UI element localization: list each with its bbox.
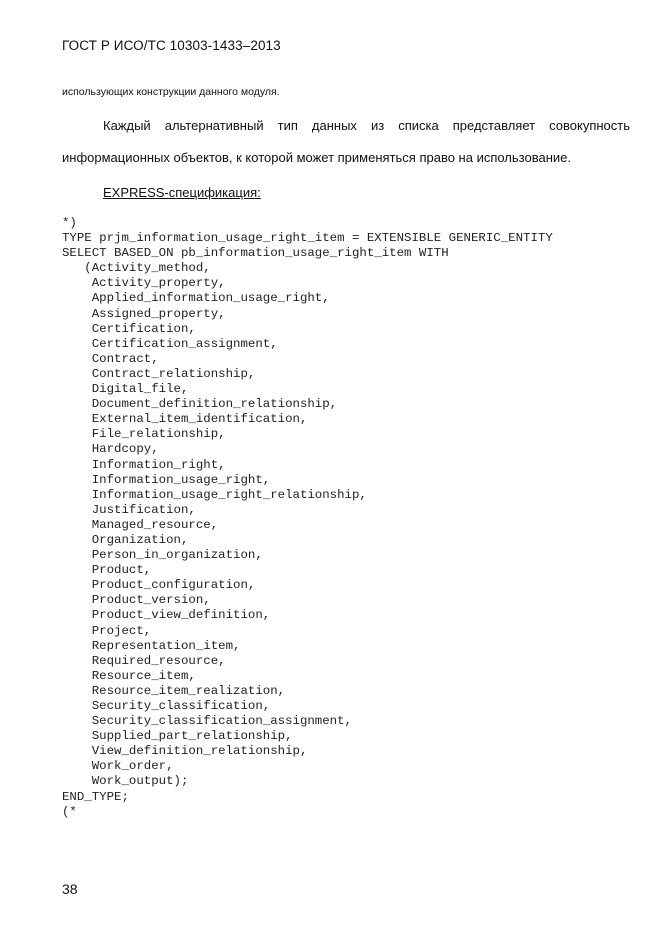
- paragraph-line-2: информационных объектов, к которой может применяться право на использование.: [62, 150, 571, 165]
- code-line: TYPE prjm_information_usage_right_item = EXTENSIBLE GENERIC_ENTITY: [62, 231, 553, 246]
- code-line: View_definition_relationship,: [62, 744, 308, 759]
- code-line: Hardcopy,: [62, 442, 159, 457]
- code-line: SELECT BASED_ON pb_information_usage_right_item WITH: [62, 246, 449, 261]
- code-line: Certification,: [62, 321, 196, 336]
- code-line: Product_configuration,: [62, 578, 256, 593]
- code-line: Product_view_definition,: [62, 608, 271, 623]
- code-line: Project,: [62, 623, 152, 638]
- code-line: Digital_file,: [62, 382, 189, 397]
- code-line: Information_usage_right,: [62, 472, 271, 487]
- express-specification-heading: EXPRESS-спецификация:: [103, 185, 261, 200]
- code-line: END_TYPE;: [62, 789, 129, 804]
- code-line: Work_output);: [62, 774, 189, 789]
- code-line: Activity_property,: [62, 276, 226, 291]
- code-line: Certification_assignment,: [62, 336, 278, 351]
- code-line: Product_version,: [62, 593, 211, 608]
- code-line: Organization,: [62, 532, 189, 547]
- code-line: Information_usage_right_relationship,: [62, 487, 367, 502]
- code-line: *): [62, 216, 77, 230]
- code-line: Managed_resource,: [62, 517, 219, 532]
- document-header: ГОСТ Р ИСО/ТС 10303-1433–2013: [62, 38, 281, 53]
- code-line: Resource_item_realization,: [62, 683, 286, 698]
- code-line: Document_definition_relationship,: [62, 397, 338, 412]
- code-line: Representation_item,: [62, 638, 241, 653]
- code-line: File_relationship,: [62, 427, 226, 442]
- code-line: Contract_relationship,: [62, 366, 256, 381]
- code-line: Security_classification_assignment,: [62, 714, 352, 729]
- code-line: Supplied_part_relationship,: [62, 729, 293, 744]
- express-code-block: [62, 216, 553, 820]
- code-line: (*: [62, 804, 77, 819]
- continuation-text: использующих конструкции данного модуля.: [62, 86, 280, 98]
- code-line: Resource_item,: [62, 668, 196, 683]
- code-line: Contract,: [62, 351, 159, 366]
- paragraph-line-1: Каждый альтернативный тип данных из списка представляет совокупность: [103, 118, 630, 133]
- code-line: Person_in_organization,: [62, 548, 263, 563]
- code-line: Work_order,: [62, 759, 174, 774]
- code-line: Security_classification,: [62, 699, 271, 713]
- code-line: Information_right,: [62, 457, 226, 472]
- code-line: Product,: [62, 563, 152, 578]
- page-number: 38: [62, 881, 78, 897]
- code-line: Assigned_property,: [62, 306, 226, 321]
- code-line: Required_resource,: [62, 653, 226, 668]
- code-line: External_item_identification,: [62, 412, 308, 427]
- code-line: Justification,: [62, 502, 196, 517]
- code-line: Applied_information_usage_right,: [62, 291, 330, 306]
- code-line: (Activity_method,: [62, 261, 211, 276]
